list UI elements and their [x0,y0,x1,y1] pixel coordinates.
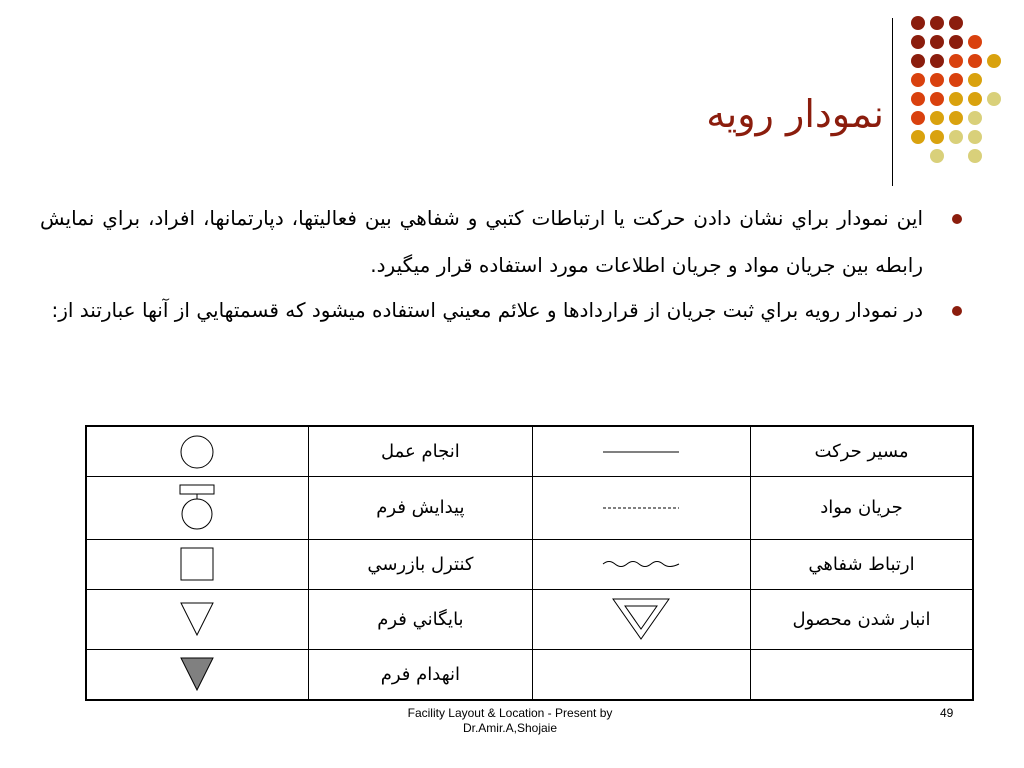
symbol-label [751,649,973,700]
symbol-cell [86,649,308,700]
decorative-dot [911,54,925,68]
bullet-item [40,287,940,334]
symbol-label: انجام عمل [308,426,532,477]
decorative-dot [987,54,1001,68]
decorative-dot [949,111,963,125]
bullet-dot-icon [952,214,962,224]
symbol-cell [86,539,308,589]
decorative-dot [949,35,963,49]
symbol-cell [532,649,750,700]
table-row [86,477,973,539]
decorative-dot [911,16,925,30]
symbol-label: جريان مواد [751,477,973,539]
decorative-dot [949,92,963,106]
decorative-dot [968,111,982,125]
dashed-line-icon [601,502,681,514]
circle-with-tab-icon [177,483,217,533]
table-row [86,589,973,649]
symbol-cell [532,426,750,477]
table-row [86,539,973,589]
decorative-dot [930,149,944,163]
symbol-label: ارتباط شفاهي [751,539,973,589]
decorative-dot [968,149,982,163]
decorative-dot [968,73,982,87]
decorative-dot [949,54,963,68]
nested-triangle-icon [609,595,673,643]
footer-line-1: Facility Layout & Location - Present by [407,706,613,720]
symbol-label: انهدام فرم [308,649,532,700]
decorative-dot [930,130,944,144]
decorative-dot [911,92,925,106]
decorative-dot [911,35,925,49]
footer-line-2: Dr.Amir.A,Shojaie [462,721,558,735]
decorative-dot [911,130,925,144]
symbol-label: كنترل بازرسي [308,539,532,589]
decorative-dot [987,92,1001,106]
decorative-dot-grid [0,0,1024,180]
symbol-cell [86,477,308,539]
symbols-table [85,425,974,701]
circle-icon [177,432,217,472]
decorative-dot [911,73,925,87]
wavy-line-icon [601,557,681,571]
slide-title: نمودار رويه [706,92,884,136]
bullet-text: اين نمودار براي نشان دادن حركت يا ارتباطات كتبي و شفاهي بين فعاليتها، دپارتمانها، افراد، براي نمايش رابطه بين جريان مواد و جريان اطلاعات مورد استفاده قرار ميگيرد. [40,206,923,277]
symbol-cell [532,589,750,649]
decorative-dot [930,111,944,125]
decorative-dot [968,92,982,106]
decorative-dot [930,73,944,87]
triangle-icon [177,599,217,639]
decorative-dot [968,35,982,49]
page-number: 49 [940,706,954,720]
bullet-item [40,195,940,289]
footer-text [360,706,660,736]
decorative-dot [949,130,963,144]
table-row [86,649,973,700]
title-divider-line [892,18,893,186]
decorative-dot [968,54,982,68]
symbol-cell [532,477,750,539]
decorative-dot [949,16,963,30]
filled-triangle-icon [177,654,217,694]
decorative-dot [949,73,963,87]
solid-line-icon [601,446,681,458]
bullet-text: در نمودار رويه براي ثبت جريان از قراردادها و علائم معيني استفاده ميشود كه قسمتهايي از آنها عبارتند از: [51,298,923,322]
decorative-dot [930,35,944,49]
table-row [86,426,973,477]
decorative-dot [930,54,944,68]
decorative-dot [930,16,944,30]
symbol-label: انبار شدن محصول [751,589,973,649]
symbol-cell [86,426,308,477]
square-icon [177,544,217,584]
bullet-list [40,195,940,334]
symbol-cell [86,589,308,649]
symbol-label: پيدايش فرم [308,477,532,539]
decorative-dot [930,92,944,106]
decorative-dot [968,130,982,144]
decorative-dot [911,111,925,125]
symbol-label: مسير حركت [751,426,973,477]
symbol-label: بايگاني فرم [308,589,532,649]
bullet-dot-icon [952,306,962,316]
symbol-cell [532,539,750,589]
